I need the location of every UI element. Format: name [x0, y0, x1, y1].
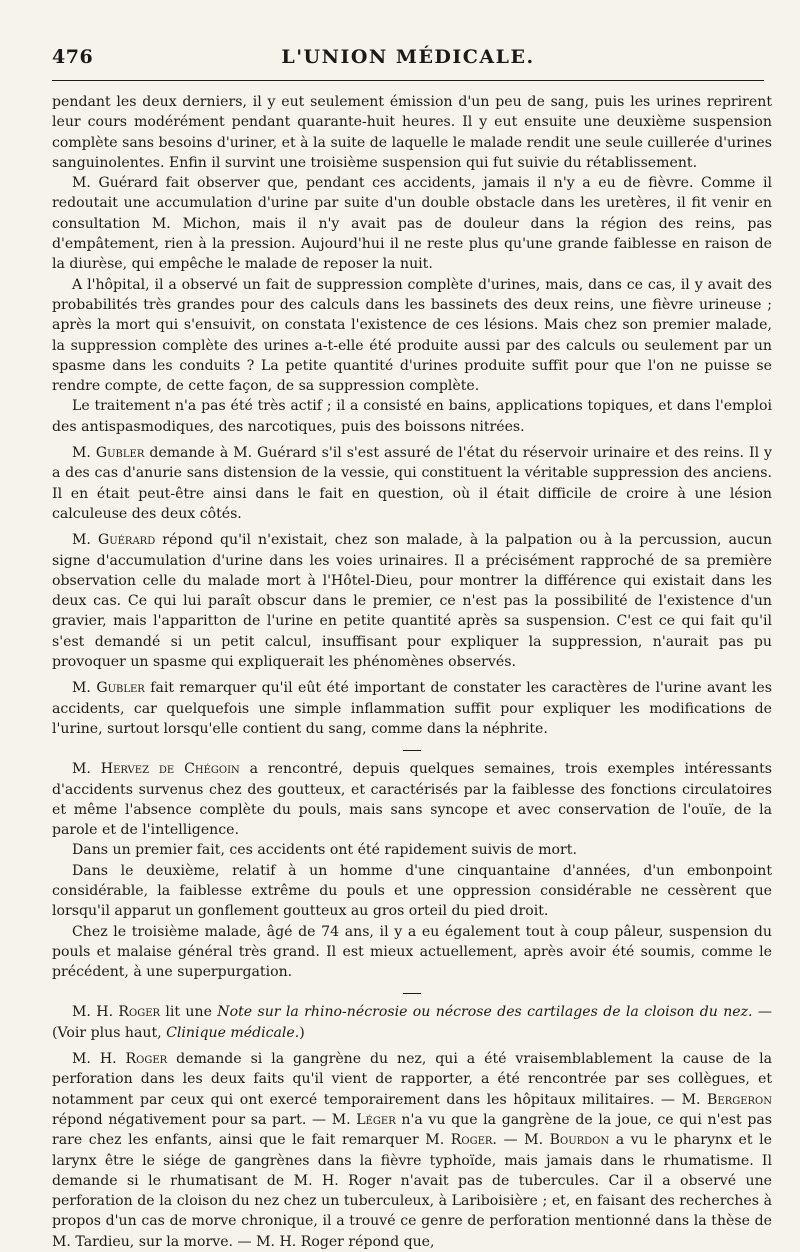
speaker-name: M. Roger — [425, 1132, 493, 1149]
paragraph-text: a vu le pharynx et le larynx être le siége de gangrènes dans la fièvre typhoïde, mais jamais dans le rhumatisme. Il demande si le rhumatisant de M. H. Roger n'avait pas de tubercules. Car il a observé une perforation de la cloison du nez chez un tuberculeux, à Lariboisière ; et, en faisant des recherches à propos d'un cas de morve chronique, il a trouvé ce genre de perforation mentionné dans la thèse de M. Tardieu, sur la morve. — M. H. Roger répond que, — [52, 1132, 772, 1250]
note-title: Note sur la rhino-nécrosie ou nécrose des cartilages de la cloison du nez. — [217, 1004, 753, 1021]
paragraph — [52, 678, 772, 739]
speaker-name: M. Hervez de Chégoin — [72, 761, 240, 778]
paragraph-text: a rencontré, depuis quelques semaines, trois exemples intéressants d'accidents survenus chez des goutteux, et caractérisés par la faiblesse des fonctions circulatoires et même l'absence complète du pouls, mais sans syncope et avec conservation de l'ouïe, de la parole et de l'intelligence. — [52, 761, 772, 839]
speaker-name: M. H. Roger — [72, 1004, 161, 1021]
speaker-name: M. Guérard — [72, 532, 156, 549]
page-header — [52, 44, 764, 74]
paragraph-text: répond qu'il n'existait, chez son malade, à la palpation ou à la percussion, aucun signe d'accumulation d'urine dans les voies urinaires. Il a précisément rapproché de sa première observation celle du malade mort à l'Hôtel-Dieu, pour montrer la différence qui existait dans les deux cas. Ce qui lui paraît obscur dans le premier, ce n'est pas la possibilité de l'existence d'un gravier, mais l'apparitton de l'urine en petite quantité après sa suspension. C'est ce qui fait qu'il s'est demandé si un petit calcul, insuffisant pour expliquer la suppression, n'aurait pas pu provoquer un spasme qui expliquerait les phénomènes observés. — [52, 532, 772, 671]
cross-reference: Clinique médicale. — [166, 1024, 300, 1041]
paragraph: M. Guérard fait observer que, pendant ces accidents, jamais il n'y a eu de fièvre. Comme il redoutait une accumulation d'urine par suite d'un double obstacle dans les uretères, il fit venir en consultation M. Michon, mais il n'y avait pas de douleur dans la région des reins, pas d'empâtement, rien à la pression. Aujourd'hui il ne reste plus qu'une grande faiblesse en raison de la diurèse, qui empêche le malade de reposer la nuit. — [52, 175, 772, 273]
paragraph: A l'hôpital, il a observé un fait de suppression complète d'urines, mais, dans ce cas, il y avait des probabilités très grandes pour des calculs dans les bassinets des deux reins, une fièvre urineuse ; après la mort qui s'ensuivit, on constata l'existence de ces lésions. Mais chez son premier malade, la suppression complète des urines a-t-elle été produite aussi par des calculs ou seulement par un spasme dans les conduits ? La petite quantité d'urines produite suffit pour que l'on ne puisse se rendre compte, de cette façon, de sa suppression complète. — [52, 276, 772, 395]
header-rule — [52, 80, 764, 81]
speaker-name: M. Gubler — [72, 680, 145, 697]
paragraph — [52, 759, 772, 840]
paragraph-text: demande à M. Guérard s'il s'est assuré de l'état du réservoir urinaire et des reins. Il y a des cas d'anurie sans distension de la vessie, qui constituent la véritable suppression des anciens. Il en était peut-être ainsi dans le fait en question, où il était difficile de croire à une lésion calculeuse des deux côtés. — [52, 445, 772, 522]
speaker-name: M. Léger — [331, 1111, 396, 1128]
paragraph-text: n'a vu que la gangrène de la joue, ce qui n'est pas rare chez les enfants, ainsi que le fait remarquer — [52, 1111, 773, 1149]
speaker-name: M. Bourdon — [524, 1132, 610, 1149]
speaker-name: M. Gubler — [72, 445, 145, 462]
paragraph-text: ) — [299, 1024, 305, 1041]
paragraph: Chez le troisième malade, âgé de 74 ans, il y a eu également tout à coup pâleur, suspension du pouls et malaise général très grand. Il est mieux actuellement, après avoir été soumis, comme le précédent, à une superpurgation. — [52, 923, 772, 981]
paragraph — [52, 1002, 772, 1043]
paragraph-text: demande si la gangrène du nez, qui a été vraisemblablement la cause de la perforation dans les deux faits qu'il vient de rapporter, a été rencontrée par ses collègues, et notamment par ceux qui ont exercé temporairement dans les hôpitaux militaires. — — [52, 1051, 772, 1108]
speaker-name: M. Bergeron — [681, 1091, 772, 1108]
speaker-name: M. H. Roger — [72, 1051, 168, 1068]
body-text — [52, 92, 772, 1252]
running-title: L'UNION MÉDICALE. — [281, 46, 535, 68]
paragraph-text: — (Voir plus haut, — [52, 1004, 772, 1041]
paragraph-text: fait remarquer qu'il eût été important de constater les caractères de l'urine avant les accidents, car quelquefois une simple inflammation suffit pour expliquer les modifications de l'urine, surtout lorsqu'elle contient du sang, comme dans la néphrite. — [52, 680, 772, 737]
paragraph — [52, 530, 772, 672]
paragraph: Dans un premier fait, ces accidents ont été rapidement suivis de mort. — [72, 842, 577, 859]
paragraph-text: lit une — [160, 1004, 218, 1021]
paragraph: Dans le deuxième, relatif à un homme d'une cinquantaine d'années, d'un embonpoint considérable, la faiblesse extrême du pouls et une oppression considérable ne cessèrent que lorsqu'il apparut un gonflement goutteux au gros orteil du pied droit. — [52, 862, 772, 920]
paragraph: Le traitement n'a pas été très actif ; il a consisté en bains, applications topiques, et dans l'emploi des antispasmodiques, des narcotiques, puis des boissons nitrées. — [52, 398, 772, 435]
section-separator — [52, 741, 772, 755]
paragraph: pendant les deux derniers, il y eut seulement émission d'un peu de sang, puis les urines reprirent leur cours modérément pendant quarante-huit heures. Il y eut ensuite une deuxième suspension complète sans besoins d'uriner, et à la suite de laquelle le malade rendit une seule cuillerée d'urines sanguinolentes. Enfin il survint une troisième suspension qui fut suivie du rétablissement. — [52, 94, 772, 171]
page-number: 476 — [52, 46, 94, 68]
paragraph — [52, 1049, 772, 1252]
paragraph — [52, 443, 772, 524]
paragraph-text: . — — [492, 1132, 525, 1149]
paragraph-text: répond négativement pour sa part. — — [52, 1111, 332, 1128]
section-separator — [52, 984, 772, 998]
